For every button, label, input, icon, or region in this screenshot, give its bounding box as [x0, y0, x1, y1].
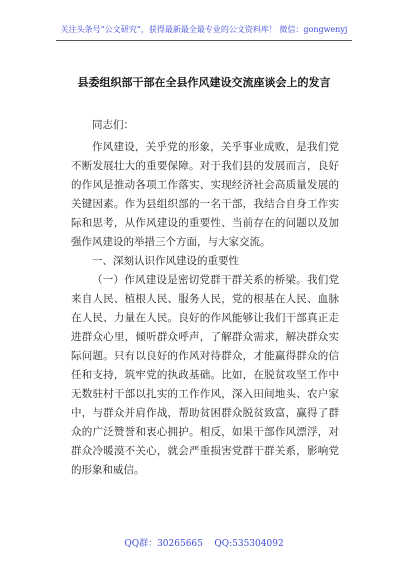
paragraph-1-1: （一）作风建设是密切党群干群关系的桥梁。我们党来自人民、植根人民、服务人民，党的根基在人民、血脉在人民、力量在人民。良好的作风能够让我们干部真正走进群众心里，倾听群众呼声，了解群众需求，解决群众实际问题。只有以良好的作风对待群众，才能赢得群众的信任和支持，筑牢党的执政基础。比如，在脱贫攻坚工作中无数驻村干部以扎实的工作作风，深入田间地头、农户家中，与群众并肩作战，帮助贫困群众脱贫致富，赢得了群众的广泛赞誉和衷心拥护。相反，如果干部作风漂浮，对群众冷暖漠不关心，就会严重损害党群干群关系，影响党的形象和威信。 [71, 274, 339, 476]
footer-qq-number: QQ:535304092 [214, 539, 284, 549]
section-heading-1: 一、深刻认识作风建设的重要性 [92, 255, 239, 267]
paragraph-intro: 作风建设，关乎党的形象，关乎事业成败，是我们党不断发展壮大的重要保障。对于我们县的发展而言，良好的作风是推动各项工作落实、实现经济社会高质量发展的关键因素。作为县组织部的一名干部，我结合自身工作实际和思考，从作风建设的重要性、当前存在的问题以及加强作风建设的举措三个方面，与大家交流。 [71, 141, 339, 248]
header-divider [56, 40, 352, 41]
document-body [71, 116, 339, 480]
document-title: 县委组织部干部在全县作风建设交流座谈会上的发言 [77, 76, 331, 89]
page-footer [0, 536, 408, 549]
footer-qq-group: QQ群：30265665 [124, 539, 203, 549]
greeting: 同志们： [92, 119, 134, 131]
page-header-banner: 关注头条号“公文研究”，获得最新最全最专业的公文资料库！ 微信：gongwenyj [60, 25, 348, 34]
